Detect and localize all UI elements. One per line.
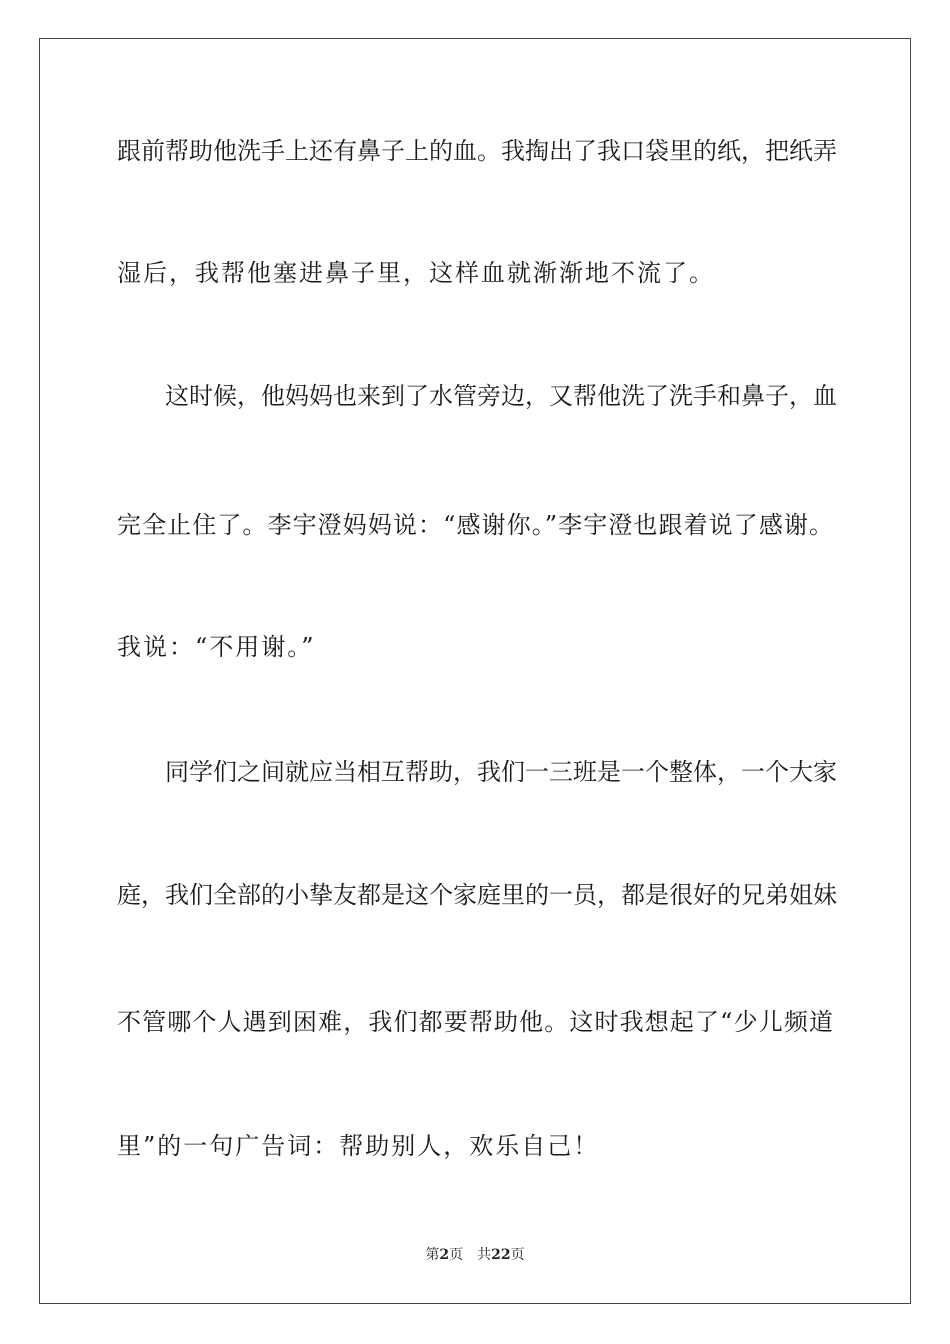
page-suffix: 页: [449, 1247, 464, 1263]
paragraph-line-9: 里”的一句广告词：帮助别人，欢乐自己！: [117, 1132, 600, 1160]
page-number: 2: [439, 1247, 450, 1263]
total-prefix: 共: [477, 1247, 492, 1263]
paragraph-line-3: 这时候，他妈妈也来到了水管旁边，又帮他洗了洗手和鼻子，血: [165, 382, 837, 410]
paragraph-line-6: 同学们之间就应当相互帮助，我们一三班是一个整体，一个大家: [165, 758, 837, 786]
page-border: [39, 38, 911, 1304]
page-prefix: 第: [425, 1247, 440, 1263]
paragraph-line-4: 完全止住了。李宇澄妈妈说：“感谢你。”李宇澄也跟着说了感谢。: [117, 511, 833, 539]
paragraph-line-2: 湿后，我帮他塞进鼻子里，这样血就渐渐地不流了。: [117, 259, 715, 287]
paragraph-line-8: 不管哪个人遇到困难，我们都要帮助他。这时我想起了“少儿频道: [117, 1008, 833, 1036]
paragraph-line-5: 我说：“不用谢。”: [117, 633, 316, 661]
total-pages: 22: [491, 1247, 511, 1263]
paragraph-line-7: 庭，我们全部的小挚友都是这个家庭里的一员，都是很好的兄弟姐妹: [117, 881, 837, 909]
total-suffix: 页: [510, 1247, 525, 1263]
page-footer: [0, 1246, 950, 1264]
paragraph-line-1: 跟前帮助他洗手上还有鼻子上的血。我掏出了我口袋里的纸，把纸弄: [117, 137, 837, 165]
